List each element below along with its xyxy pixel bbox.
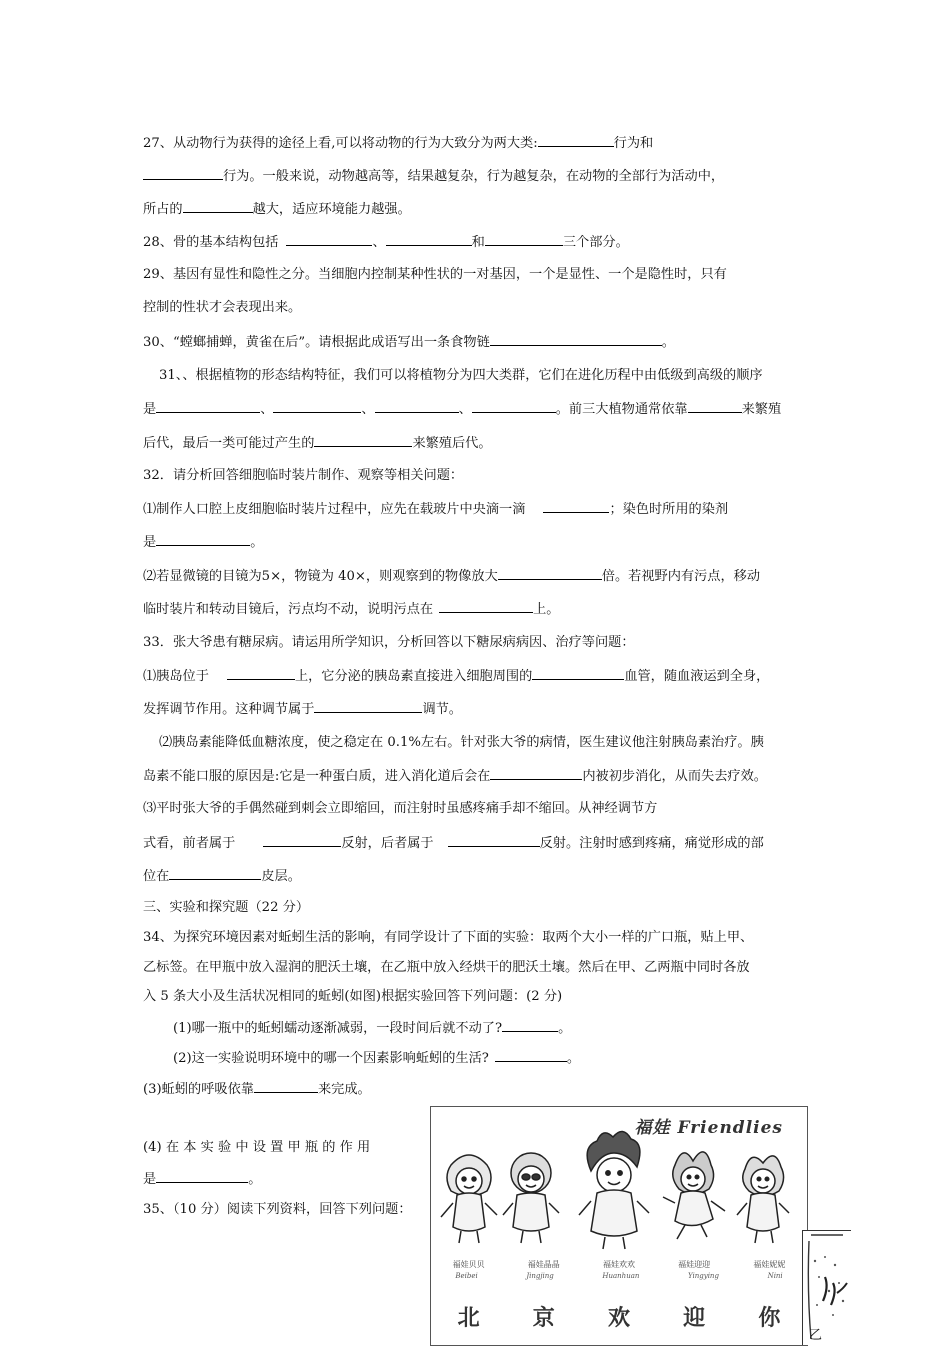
answer-blank[interactable]	[532, 667, 624, 680]
figure-title: 福娃 Friendlies	[634, 1118, 783, 1138]
mascot-name: 福娃贝贝	[452, 1260, 485, 1269]
q34-line1: 34、为探究环境因素对蚯蚓生活的影响，有同学设计了下面的实验：取两个大小一样的广口瓶，贴上甲、	[143, 930, 754, 945]
slogan	[431, 1301, 807, 1332]
answer-blank[interactable]	[169, 867, 261, 880]
q32-p2-line1: ⑵若显微镜的目镜为5×，物镜为 40×，则观察到的物像放大 倍。若视野内有污点，移动	[143, 569, 761, 584]
q34-sub4-line2: 是 。	[143, 1172, 262, 1187]
answer-blank[interactable]	[273, 400, 361, 413]
q27-line3: 所占的 越大，适应环境能力越强。	[143, 202, 411, 217]
answer-blank[interactable]	[485, 233, 563, 246]
q33-p3-line1: ⑶平时张大爷的手偶然碰到刺会立即缩回，而注射时虽感疼痛手却不缩回。从神经调节方	[143, 801, 658, 816]
q33-p1-line2: 发挥调节作用。这种调节属于 调节。	[143, 702, 462, 717]
mascot-pinyin-label: Beibei	[455, 1272, 478, 1280]
mascot-jingjing-icon	[503, 1153, 559, 1243]
answer-blank[interactable]	[498, 567, 602, 580]
mascot-yingying-icon	[663, 1152, 725, 1239]
q34-sub3: (3)蚯蚓的呼吸依靠 来完成。	[143, 1082, 371, 1097]
answer-blank[interactable]	[543, 500, 609, 513]
answer-blank[interactable]	[143, 167, 223, 180]
answer-blank[interactable]	[448, 834, 540, 847]
slogan-char: 欢	[607, 1306, 630, 1331]
answer-blank[interactable]	[472, 400, 556, 413]
answer-blank[interactable]	[538, 134, 614, 147]
q34-sub2: (2)这一实验说明环境中的哪一个因素影响蚯蚓的生活? 。	[173, 1051, 581, 1066]
q27-line1: 27、从动物行为获得的途径上看,可以将动物的行为大致分为两大类: 行为和	[143, 136, 654, 151]
q31-line1: 31、、根据植物的形态结构特征，我们可以将植物分为四大类群，它们在进化历程中由低级到高级的顺序	[159, 368, 763, 383]
jar-figure	[802, 1230, 851, 1345]
section-heading: 三、实验和探究题（22 分）	[143, 900, 310, 915]
q33-title: 33．张大爷患有糖尿病。请运用所学知识，分析回答以下糖尿病病因、治疗等问题：	[143, 635, 635, 650]
q32-p2-line2: 临时装片和转动目镜后，污点均不动，说明污点在 上。	[143, 602, 560, 617]
q29-line2: 控制的性状才会表现出来。	[143, 300, 302, 315]
mascot-name: 福娃晶晶	[527, 1260, 560, 1269]
jar-label: 乙	[809, 1328, 823, 1343]
q28: 28、骨的基本结构包括 、 和 三个部分。	[143, 235, 629, 250]
q31-line2: 是 、 、 、 。前三大植物通常依靠 来繁殖	[143, 402, 782, 417]
answer-blank[interactable]	[254, 1080, 318, 1093]
mascot-names	[431, 1259, 807, 1270]
mascot-pinyin-label: Huanhuan	[602, 1272, 640, 1280]
mascots-figure	[430, 1106, 808, 1346]
q34-line2: 乙标签。在甲瓶中放入湿润的肥沃土壤，在乙瓶中放入经烘干的肥沃土壤。然后在甲、乙两瓶中同时各放	[143, 960, 750, 975]
q33-p3-line2: 式看，前者属于 反射，后者属于 反射。注射时感到疼痛，痛觉形成的部	[143, 836, 764, 851]
q34-sub1: (1)哪一瓶中的蚯蚓蠕动逐渐减弱，一段时间后就不动了? 。	[173, 1021, 572, 1036]
answer-blank[interactable]	[375, 400, 459, 413]
q34-sub4-line1: (4) 在 本 实 验 中 设 置 甲 瓶 的 作 用	[143, 1140, 371, 1155]
mascot-name: 福娃妮妮	[753, 1260, 786, 1269]
answer-blank[interactable]	[286, 233, 372, 246]
q34-line3: 入 5 条大小及生活状况相同的蚯蚓(如图)根据实验回答下列问题：(2 分)	[143, 989, 563, 1004]
answer-blank[interactable]	[502, 1019, 558, 1032]
answer-blank[interactable]	[314, 700, 422, 713]
mascot-name: 福娃迎迎	[678, 1260, 711, 1269]
mascot-pinyin-label: Jingjing	[526, 1272, 554, 1280]
q32-title: 32．请分析回答细胞临时装片制作、观察等相关问题：	[143, 468, 464, 483]
answer-blank[interactable]	[439, 600, 533, 613]
q33-p2-line1: ⑵胰岛素能降低血糖浓度，使之稳定在 0.1%左右。针对张大爷的病情，医生建议他注射胰岛素治疗。胰	[159, 735, 764, 750]
answer-blank[interactable]	[386, 233, 472, 246]
answer-blank[interactable]	[183, 200, 253, 213]
slogan-char: 迎	[683, 1306, 706, 1331]
answer-blank[interactable]	[688, 400, 742, 413]
answer-blank[interactable]	[490, 767, 582, 780]
answer-blank[interactable]	[314, 434, 412, 447]
mascot-name: 福娃欢欢	[602, 1260, 635, 1269]
slogan-char: 北	[457, 1306, 480, 1331]
q27-line2: 行为。一般来说，动物越高等，结果越复杂，行为越复杂，在动物的全部行为活动中，	[143, 167, 724, 186]
q30: 30、“螳螂捕蝉，黄雀在后”。请根据此成语写出一条食物链 。	[143, 335, 675, 350]
answer-blank[interactable]	[156, 533, 250, 546]
mascot-pinyin-label: Yingying	[688, 1272, 719, 1280]
mascot-pinyin-label: Nini	[767, 1272, 783, 1280]
q32-p1-line1: ⑴制作人口腔上皮细胞临时装片过程中，应先在载玻片中央滴一滴 ；染色时所用的染剂	[143, 502, 729, 517]
mascot-pinyin	[431, 1272, 807, 1280]
answer-blank[interactable]	[495, 1049, 567, 1062]
answer-blank[interactable]	[156, 1170, 248, 1183]
answer-blank[interactable]	[490, 333, 662, 346]
answer-blank[interactable]	[263, 834, 341, 847]
mascot-nini-icon	[737, 1156, 789, 1243]
answer-blank[interactable]	[227, 667, 295, 680]
q33-p3-line3: 位在 皮层。	[143, 869, 301, 884]
q29-line1: 29、基因有显性和隐性之分。当细胞内控制某种性状的一对基因，一个是显性、一个是隐性时，只有	[143, 267, 727, 282]
q35: 35、（10 分）阅读下列资料，回答下列问题：	[143, 1202, 412, 1217]
q31-line3: 后代，最后一类可能过产生的 来繁殖后代。	[143, 436, 492, 451]
q33-p2-line2: 岛素不能口服的原因是:它是一种蛋白质，进入消化道后会在 内被初步消化，从而失去疗效。	[143, 769, 767, 784]
slogan-char: 京	[532, 1306, 555, 1331]
answer-blank[interactable]	[156, 400, 260, 413]
slogan-char: 你	[758, 1306, 781, 1331]
mascot-beibei-icon	[441, 1155, 497, 1243]
mascot-huanhuan-icon	[579, 1131, 649, 1249]
q33-p1-line1: ⑴胰岛位于 上，它分泌的胰岛素直接进入细胞周围的 血管，随血液运到全身，	[143, 669, 770, 684]
q32-p1-line2: 是 。	[143, 535, 264, 550]
